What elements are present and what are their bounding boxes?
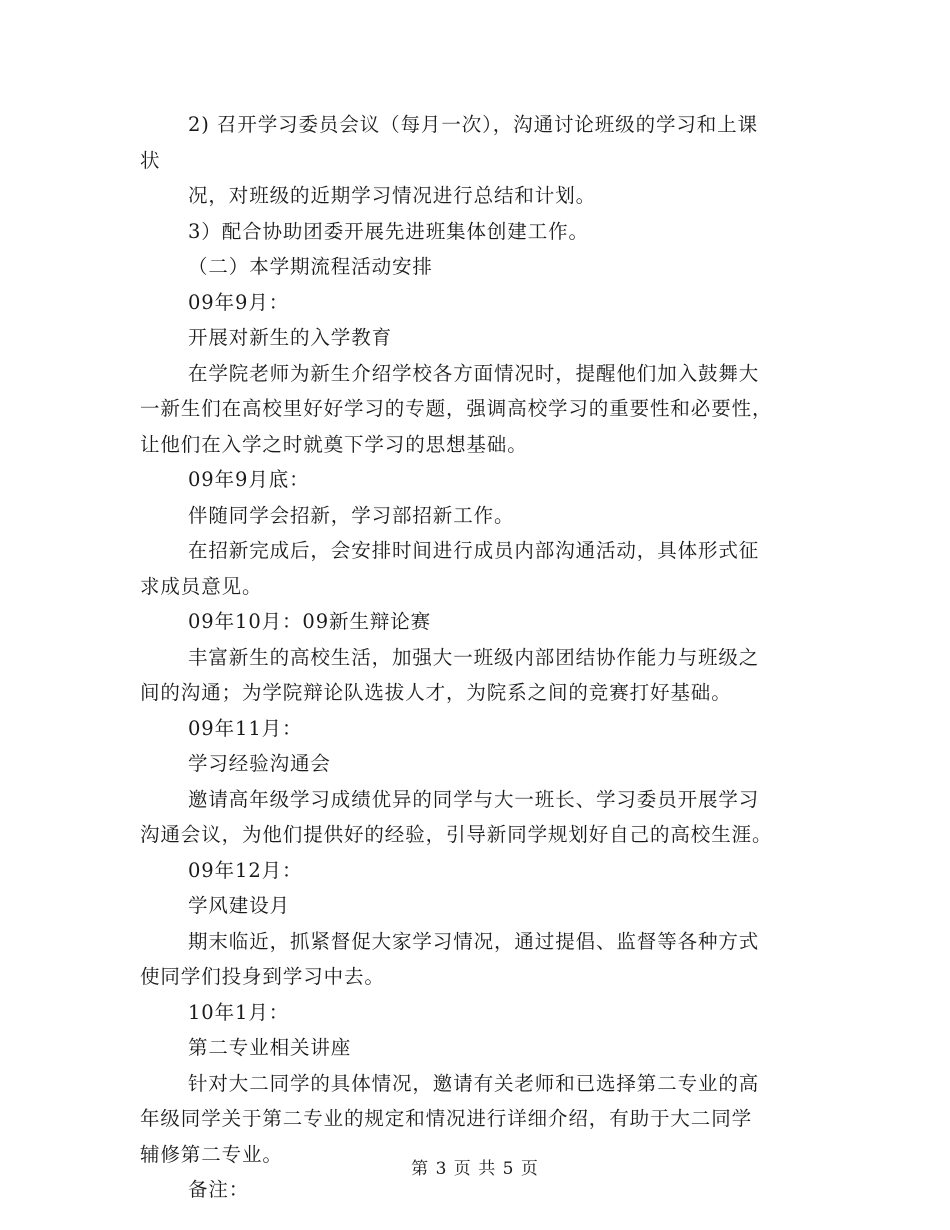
- month-heading-dec: 09年12月：: [188, 858, 303, 882]
- remarks-label: 备注：: [188, 1178, 250, 1201]
- text-line: 期末临近，抓紧督促大家学习情况，通过提倡、监督等各种方式: [188, 929, 760, 953]
- activity-title-study-month: 学风建设月: [188, 894, 291, 917]
- text-line: 让他们在入学之时就奠下学习的思想基础。: [140, 432, 528, 456]
- month-heading-nov: 09年11月：: [188, 716, 303, 740]
- month-heading-oct: 09年10月：09新生辩论赛: [188, 610, 432, 633]
- text-line: 一新生们在高校里好好学习的专题，强调高校学习的重要性和必要性，: [140, 397, 773, 420]
- text-line: 间的沟通；为学院辩论队选拔人才，为院系之间的竞赛打好基础。: [140, 681, 732, 704]
- month-heading-jan: 10年1月：: [188, 1000, 290, 1024]
- activity-title-recruitment: 伴随同学会招新，学习部招新工作。: [188, 503, 515, 527]
- text-line: 邀请高年级学习成绩优异的同学与大一班长、学习委员开展学习: [188, 787, 760, 811]
- text-line: 使同学们投身到学习中去。: [140, 965, 385, 988]
- text-line: 求成员意见。: [140, 574, 263, 598]
- paragraph-summary-plan: 况，对班级的近期学习情况进行总结和计划。: [188, 184, 597, 207]
- activity-description-recruitment: [140, 533, 812, 604]
- text-line: 丰富新生的高校生活，加强大一班级内部团结协作能力与班级之: [188, 645, 760, 669]
- text-line: 年级同学关于第二专业的规定和情况进行详细介绍，有助于大二同学: [140, 1107, 753, 1130]
- activity-description-study-month: [140, 924, 812, 995]
- text-line: 针对大二同学的具体情况，邀请有关老师和已选择第二专业的高: [188, 1071, 760, 1095]
- text-line: 辅修第二专业。: [140, 1142, 283, 1166]
- month-heading-sep: 09年9月：: [188, 290, 290, 314]
- text-line: 沟通会议，为他们提供好的经验，引导新同学规划好自己的高校生涯。: [140, 823, 773, 846]
- activity-description-experience: [140, 782, 812, 853]
- activity-description-orientation: [140, 356, 812, 463]
- document-body: [140, 107, 812, 1208]
- text-line: 在学院老师为新生介绍学校各方面情况时，提醒他们加入鼓舞大: [188, 361, 760, 385]
- paragraph-continuation: 状: [140, 148, 161, 172]
- activity-title-lecture: 第二专业相关讲座: [188, 1036, 352, 1059]
- paragraph-class-building: 3）配合协助团委开展先进班集体创建工作。: [188, 219, 589, 243]
- page-number-footer: 第 3 页 共 5 页: [411, 1159, 539, 1179]
- section-heading-schedule: （二）本学期流程活动安排: [188, 255, 433, 278]
- activity-title-orientation: 开展对新生的入学教育: [188, 326, 393, 349]
- paragraph-meeting-item: 2) 召开学习委员会议（每月一次），沟通讨论班级的学习和上课: [188, 113, 758, 136]
- activity-description-debate: [140, 640, 812, 711]
- activity-title-experience: 学习经验沟通会: [188, 752, 331, 775]
- month-heading-sep-end: 09年9月底：: [188, 468, 310, 491]
- text-line: 在招新完成后，会安排时间进行成员内部沟通活动，具体形式征: [188, 539, 760, 562]
